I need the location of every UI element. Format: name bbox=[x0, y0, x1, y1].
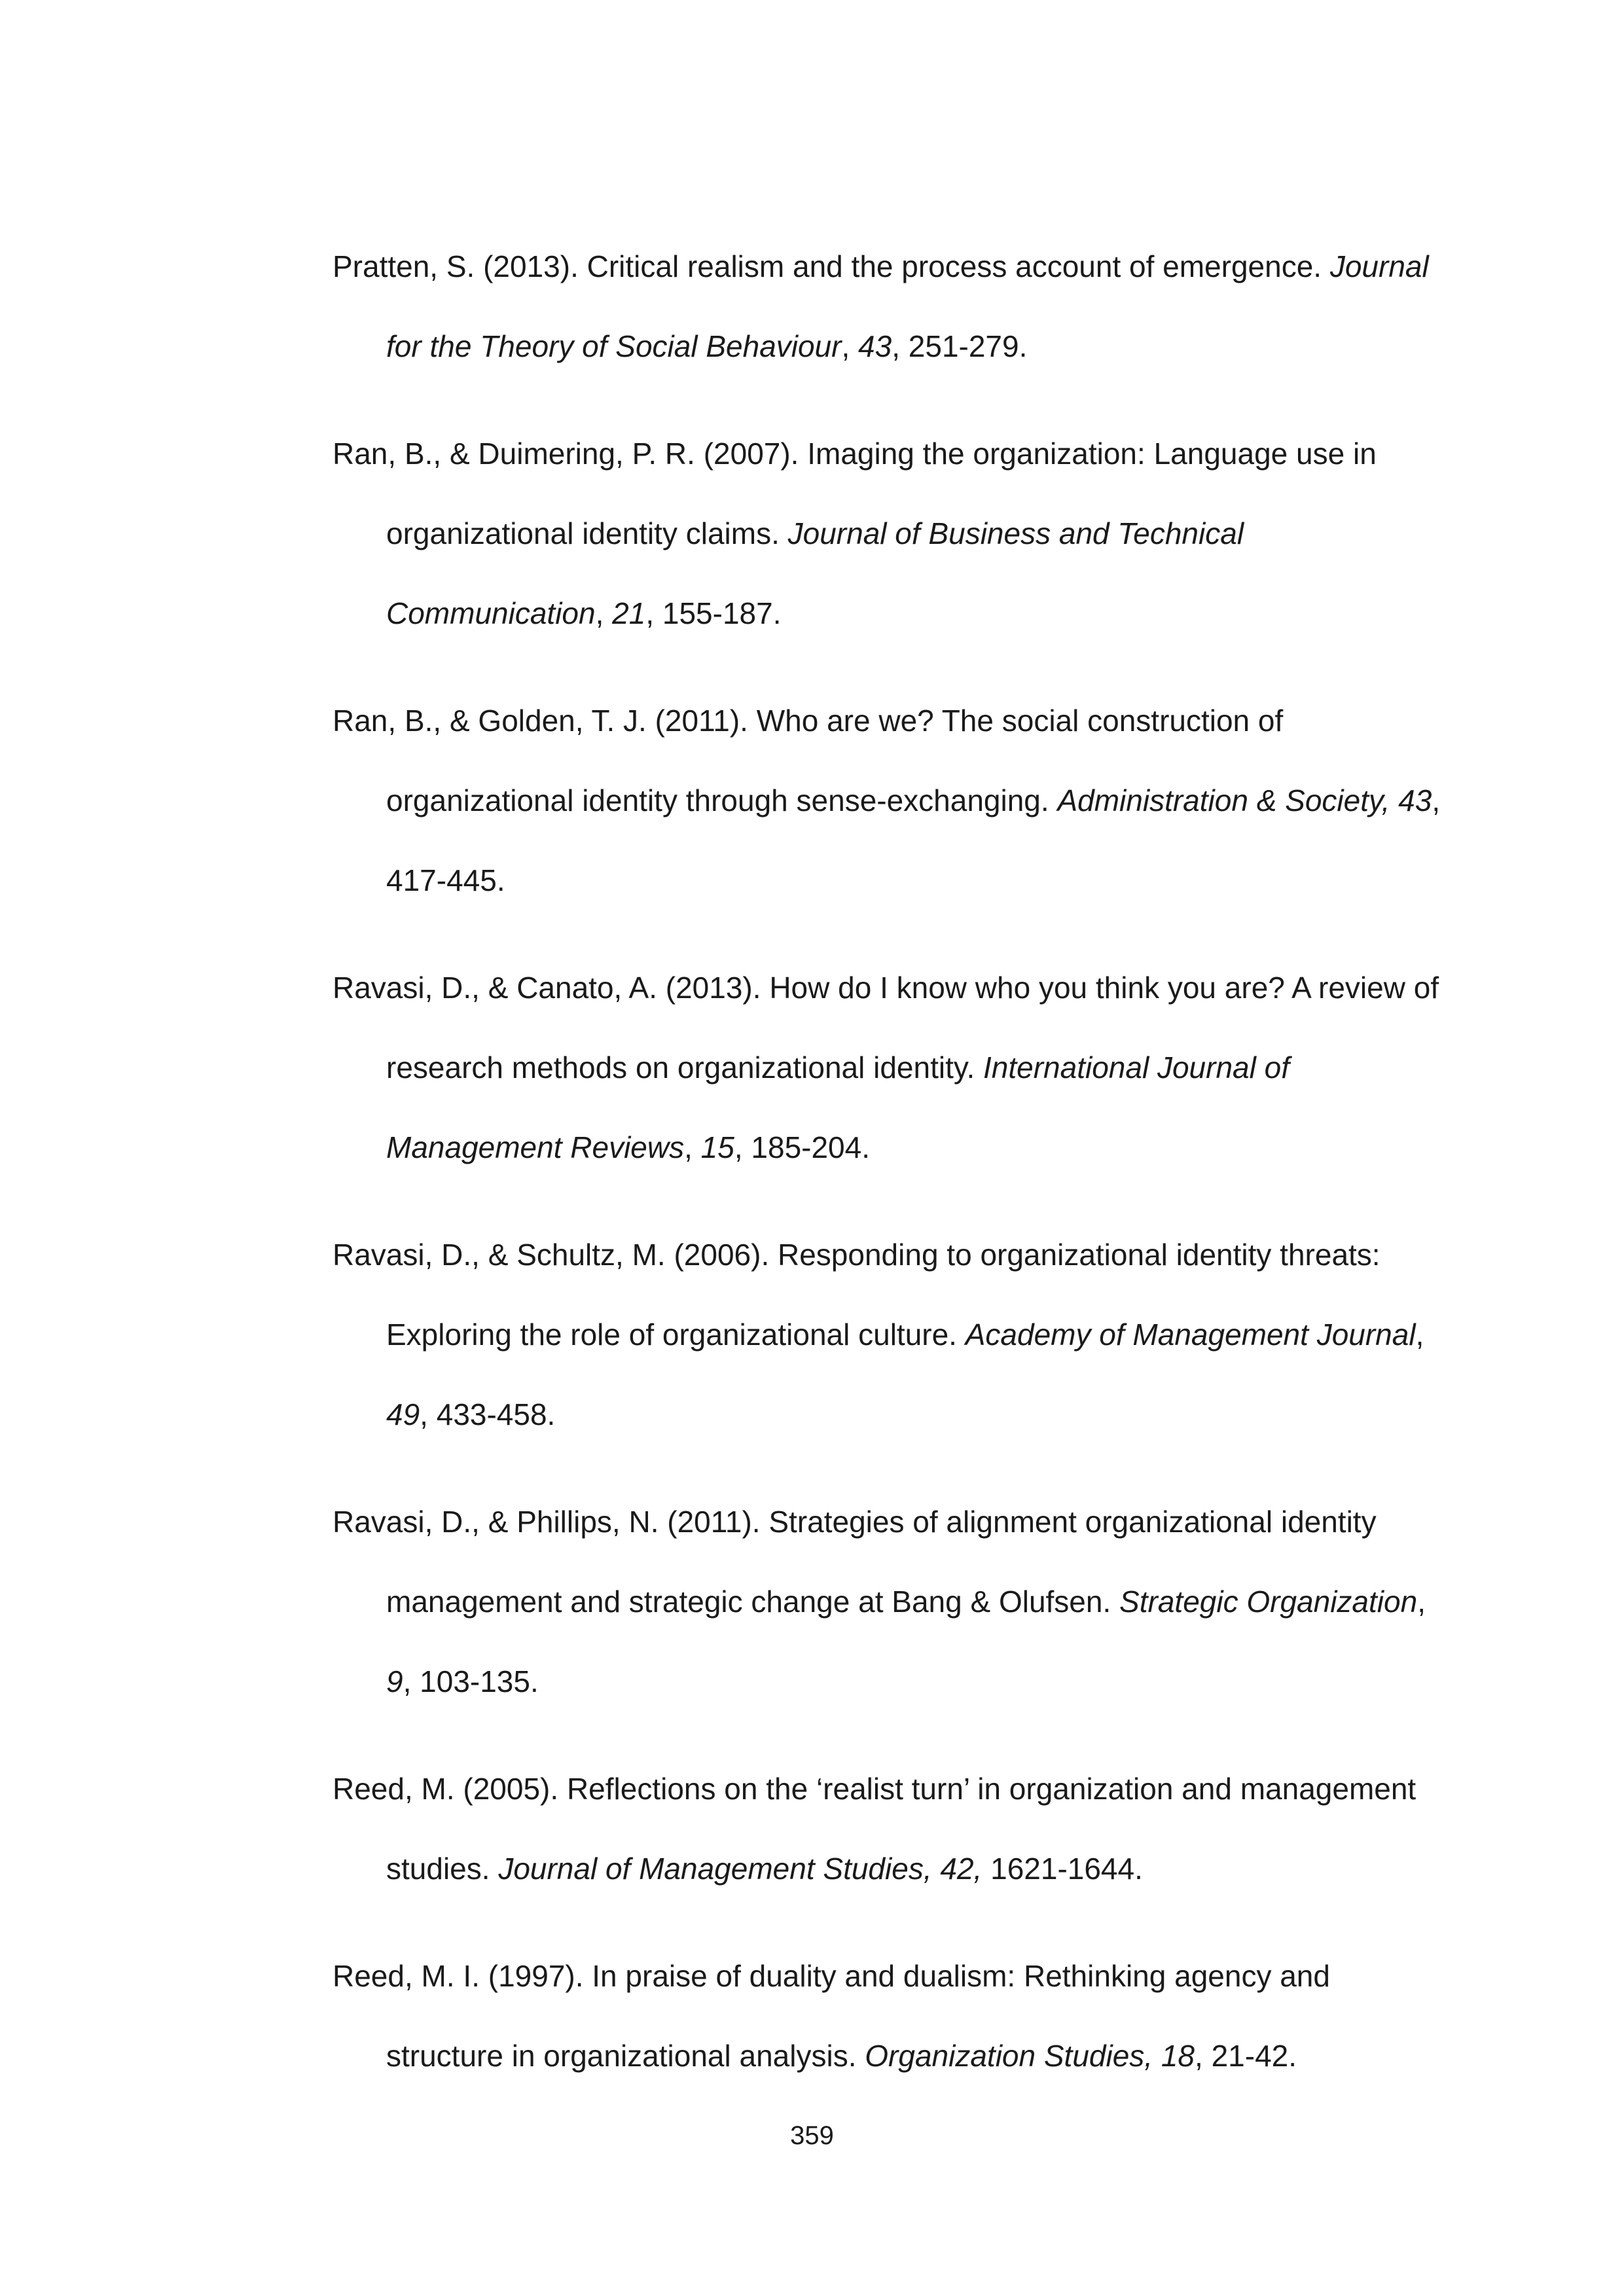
page-range: , 155-187. bbox=[645, 596, 782, 630]
reference-text: Pratten, S. (2013). Critical realism and the process account of emergence. bbox=[333, 249, 1330, 283]
reference-text: Reed, M. I. (1997). In praise of duality and dualism: Rethinking agency and structure in organizational analysis. bbox=[333, 1959, 1330, 2073]
volume-number: 43 bbox=[858, 329, 892, 363]
reference-text: , bbox=[841, 329, 859, 363]
journal-title: Journal of Business and Technical Communication bbox=[386, 516, 1244, 630]
page-number: 359 bbox=[790, 2121, 834, 2150]
reference-text: Ran, B., & Duimering, P. R. (2007). Imaging the organization: Language use in organizational identity claims. bbox=[333, 437, 1377, 550]
reference-text: , bbox=[1415, 1318, 1424, 1352]
reference-entry bbox=[333, 1482, 1445, 1721]
page-range: , 433-458. bbox=[420, 1397, 556, 1431]
reference-text: , bbox=[684, 1130, 701, 1164]
reference-entry bbox=[333, 1936, 1445, 2096]
journal-title: Strategic Organization bbox=[1119, 1585, 1418, 1619]
page-range: , 251-279. bbox=[892, 329, 1028, 363]
journal-title: Journal of Management Studies, 42, bbox=[498, 1852, 983, 1886]
reference-entry bbox=[333, 681, 1445, 920]
reference-text: Ran, B., & Golden, T. J. (2011). Who are we? The social construction of organizational identity through sense-exchanging. bbox=[333, 704, 1284, 817]
reference-entry bbox=[333, 414, 1445, 653]
reference-text: Ravasi, D., & Canato, A. (2013). How do I know who you think you are? A review of research methods on organizational identity. bbox=[333, 971, 1439, 1085]
reference-list bbox=[333, 226, 1445, 2123]
journal-title: International Journal of Management Reviews bbox=[386, 1050, 1290, 1164]
journal-title: Academy of Management Journal bbox=[965, 1318, 1416, 1352]
page-range: , 21-42. bbox=[1195, 2039, 1297, 2073]
reference-entry bbox=[333, 226, 1445, 386]
page-range: , 417-445. bbox=[386, 783, 1441, 897]
reference-text: Ravasi, D., & Schultz, M. (2006). Responding to organizational identity threats: Exploring the role of organizational culture. bbox=[333, 1238, 1380, 1352]
volume-number: 9 bbox=[386, 1664, 403, 1698]
reference-entry bbox=[333, 1215, 1445, 1454]
volume-number: 21 bbox=[612, 596, 646, 630]
page-range: , 185-204. bbox=[734, 1130, 871, 1164]
reference-text: Ravasi, D., & Phillips, N. (2011). Strategies of alignment organizational identity management and strategic change at Bang & Olufsen. bbox=[333, 1505, 1377, 1619]
reference-text: Reed, M. (2005). Reflections on the ‘realist turn’ in organization and management studies. bbox=[333, 1772, 1416, 1886]
journal-title: Administration & Society, 43 bbox=[1057, 783, 1432, 817]
journal-title: Organization Studies, 18 bbox=[865, 2039, 1195, 2073]
volume-number: 49 bbox=[386, 1397, 420, 1431]
volume-number: 15 bbox=[700, 1130, 734, 1164]
reference-entry bbox=[333, 948, 1445, 1187]
reference-entry bbox=[333, 1749, 1445, 1909]
journal-title: Journal for the Theory of Social Behaviour bbox=[386, 249, 1429, 363]
page-range: , 103-135. bbox=[403, 1664, 539, 1698]
reference-text: , bbox=[595, 596, 613, 630]
reference-text: , bbox=[1417, 1585, 1426, 1619]
page-range: 1621-1644. bbox=[982, 1852, 1143, 1886]
